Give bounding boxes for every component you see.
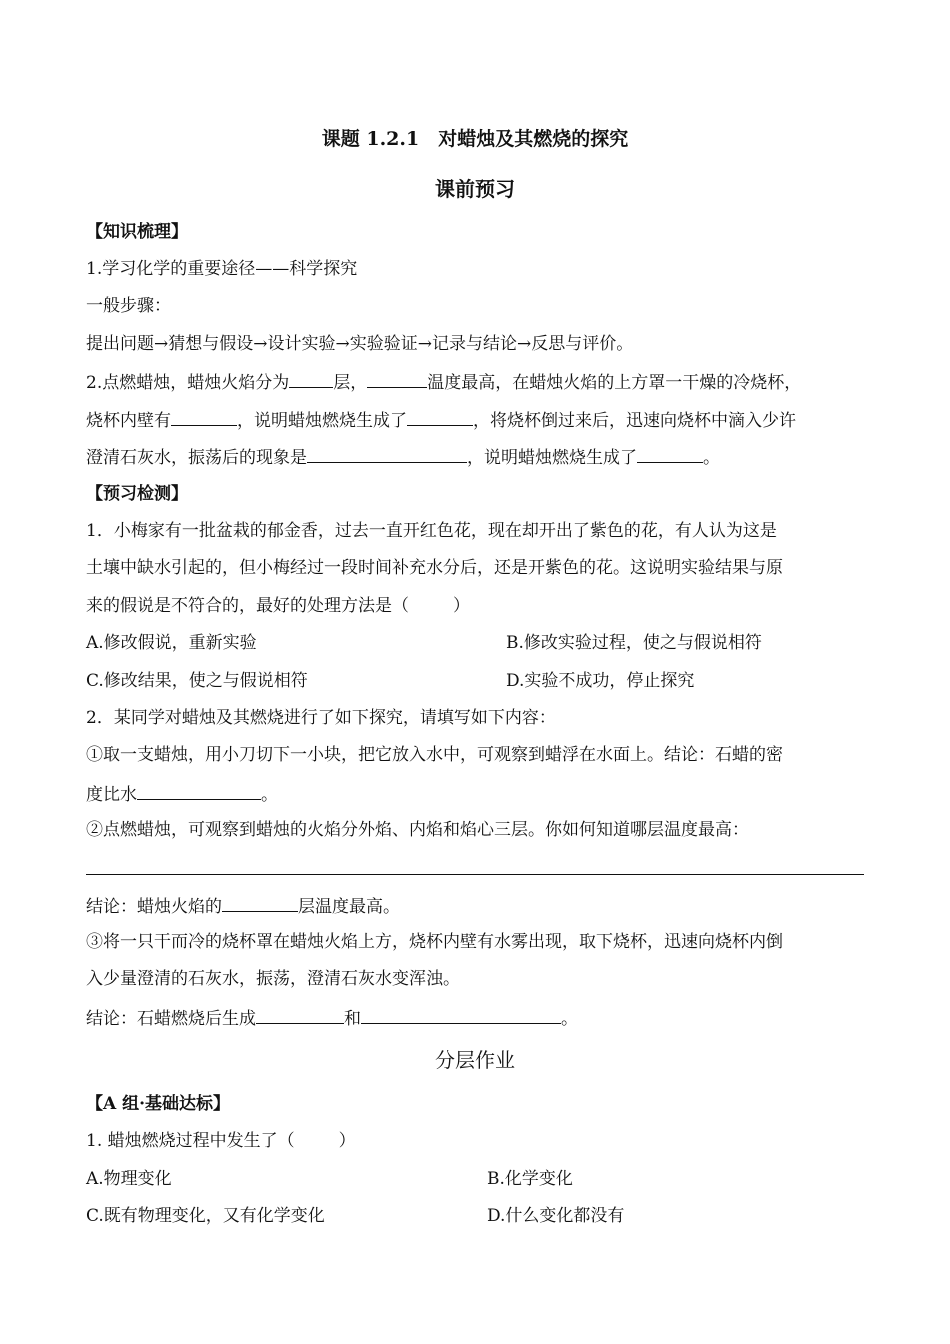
text: 层， <box>333 373 368 393</box>
section-title-preview: 课前预习 <box>435 177 515 201</box>
section-title-homework: 分层作业 <box>435 1048 515 1072</box>
answer-blank[interactable] <box>222 894 298 912</box>
text: ，将烧杯倒过来后，迅速向烧杯中滴入少许 <box>473 411 796 431</box>
check-q1-option-d: D.实验不成功，停止探究 <box>506 671 695 691</box>
check-header: 【预习检测】 <box>86 484 188 504</box>
answer-blank[interactable] <box>256 1006 344 1024</box>
answer-blank[interactable] <box>367 370 427 388</box>
group-a-q1-option-a: A.物理变化 <box>86 1169 172 1189</box>
check-q1-option-a: A.修改假说，重新实验 <box>86 633 257 653</box>
group-a-q1 <box>86 1130 356 1152</box>
check-q2-step2: ②点燃蜡烛，可观察到蜡烛的火焰分外焰、内焰和焰心三层。你如何知道哪层温度最高： <box>86 820 749 840</box>
knowledge-line-3: 提出问题→猜想与假设→设计实验→实验验证→记录与结论→反思与评价。 <box>86 334 634 354</box>
text: ） <box>338 1131 356 1151</box>
group-a-header: 【A 组·基础达标】 <box>86 1094 231 1114</box>
check-q1-line-3 <box>86 595 470 617</box>
answer-blank[interactable] <box>289 370 333 388</box>
text: 烧杯内壁有 <box>86 411 171 431</box>
text: 温度最高，在蜡烛火焰的上方罩一干燥的冷烧杯， <box>427 373 802 393</box>
text: 。 <box>703 448 720 468</box>
check-q1-line-1: 1．小梅家有一批盆栽的郁金香，过去一直开红色花，现在却开出了紫色的花，有人认为这是 <box>86 521 777 541</box>
answer-blank[interactable] <box>137 782 261 800</box>
knowledge-q2-line-1 <box>86 370 801 394</box>
answer-blank[interactable] <box>407 408 473 426</box>
check-q2-step3-line-2: 入少量澄清的石灰水，振荡，澄清石灰水变浑浊。 <box>86 969 460 989</box>
text: 结论：蜡烛火焰的 <box>86 897 222 917</box>
group-a-q1-option-c: C.既有物理变化，又有化学变化 <box>86 1206 325 1226</box>
knowledge-q2-line-3 <box>86 445 720 469</box>
text: 。 <box>261 785 278 805</box>
knowledge-line-1: 1.学习化学的重要途径——科学探究 <box>86 259 358 279</box>
check-q2-intro: 2．某同学对蜡烛及其燃烧进行了如下探究，请填写如下内容： <box>86 708 556 728</box>
answer-line[interactable] <box>86 874 864 875</box>
group-a-q1-option-b: B.化学变化 <box>487 1169 573 1189</box>
text: 。 <box>561 1009 578 1029</box>
text: 澄清石灰水，振荡后的现象是 <box>86 448 307 468</box>
text: ，说明蜡烛燃烧生成了 <box>237 411 407 431</box>
answer-blank[interactable] <box>637 445 703 463</box>
text: 2.点燃蜡烛，蜡烛火焰分为 <box>86 373 290 393</box>
text: ） <box>453 596 470 616</box>
answer-blank[interactable] <box>361 1006 561 1024</box>
answer-blank[interactable] <box>171 408 237 426</box>
check-q2-conclusion-2 <box>86 894 400 918</box>
text: 度比水 <box>86 785 137 805</box>
check-q1-option-c: C.修改结果，使之与假说相符 <box>86 671 308 691</box>
check-q2-step1-line-1: ①取一支蜡烛，用小刀切下一小块，把它放入水中，可观察到蜡浮在水面上。结论：石蜡的密 <box>86 745 783 765</box>
page-title: 课题 1.2.1 对蜡烛及其燃烧的探究 <box>321 128 629 150</box>
knowledge-line-2: 一般步骤： <box>86 296 171 316</box>
answer-blank[interactable] <box>307 445 467 463</box>
group-a-q1-option-d: D.什么变化都没有 <box>487 1206 625 1226</box>
text: 和 <box>344 1009 361 1029</box>
check-q1-line-2: 土壤中缺水引起的，但小梅经过一段时间补充水分后，还是开紫色的花。这说明实验结果与原 <box>86 558 783 578</box>
text: 层温度最高。 <box>298 897 400 917</box>
knowledge-q2-line-2 <box>86 408 796 432</box>
check-q2-step3-line-1: ③将一只干而冷的烧杯罩在蜡烛火焰上方，烧杯内壁有水雾出现，取下烧杯，迅速向烧杯内倒 <box>86 932 783 952</box>
text: 来的假说是不符合的，最好的处理方法是（ <box>86 596 409 616</box>
text: 结论：石蜡燃烧后生成 <box>86 1009 256 1029</box>
text: 1. 蜡烛燃烧过程中发生了（ <box>86 1131 295 1151</box>
knowledge-header: 【知识梳理】 <box>86 222 188 242</box>
text: ，说明蜡烛燃烧生成了 <box>467 448 637 468</box>
check-q2-step1-line-2 <box>86 782 278 806</box>
check-q2-conclusion-3 <box>86 1006 578 1030</box>
check-q1-option-b: B.修改实验过程，使之与假说相符 <box>506 633 762 653</box>
